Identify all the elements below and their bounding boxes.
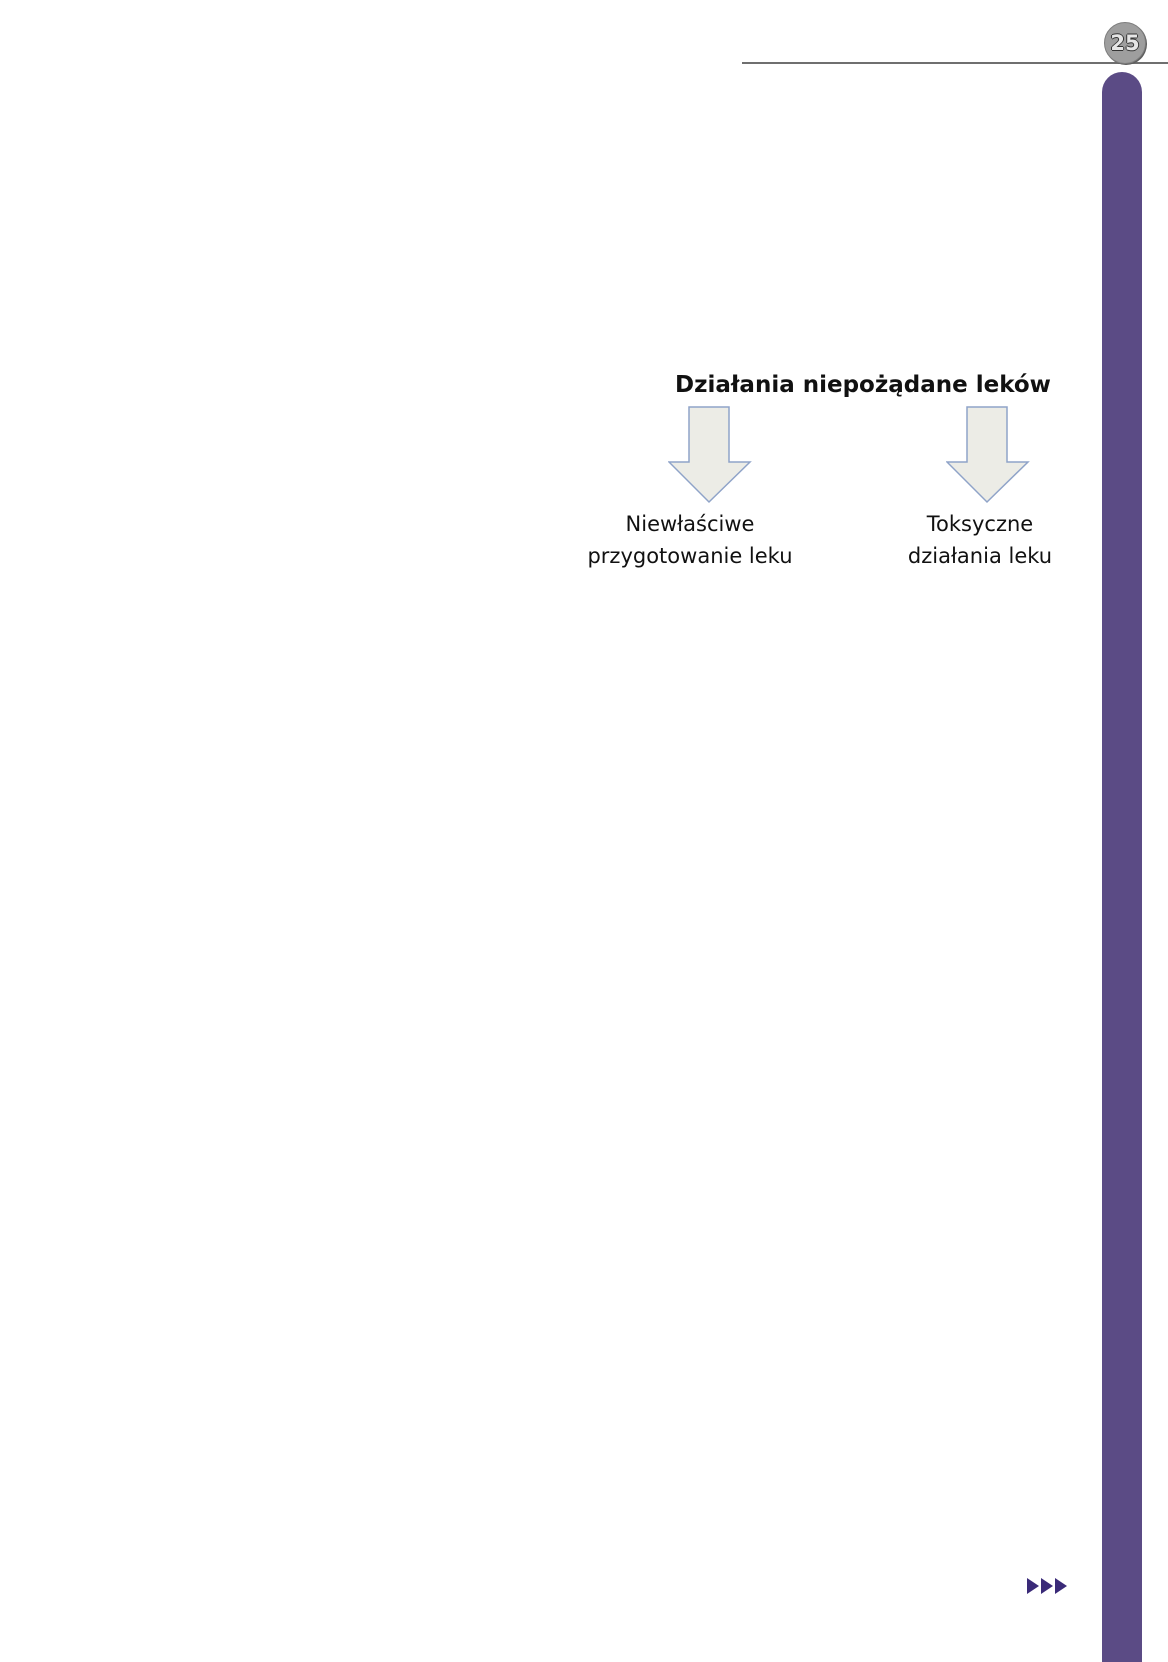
branch-label-line: działania leku	[907, 544, 1053, 568]
page-number-badge	[1104, 22, 1146, 64]
branch-label-toxic-effects	[895, 508, 1065, 572]
branch-label-line: Niewłaściwe	[625, 512, 755, 536]
page-number: 25	[1110, 31, 1140, 55]
triple-play-arrows-icon	[1027, 1576, 1069, 1596]
branch-label-improper-preparation	[570, 508, 810, 572]
side-band	[1102, 72, 1142, 1662]
branch-label-line: przygotowanie leku	[587, 544, 793, 568]
header-rule	[742, 62, 1168, 64]
branch-label-line: Toksyczne	[926, 512, 1034, 536]
down-arrow-left-icon	[668, 406, 752, 504]
diagram-title: Działania niepożądane leków	[675, 372, 1051, 398]
adverse-effects-diagram	[570, 360, 1090, 590]
down-arrow-right-icon	[946, 406, 1030, 504]
